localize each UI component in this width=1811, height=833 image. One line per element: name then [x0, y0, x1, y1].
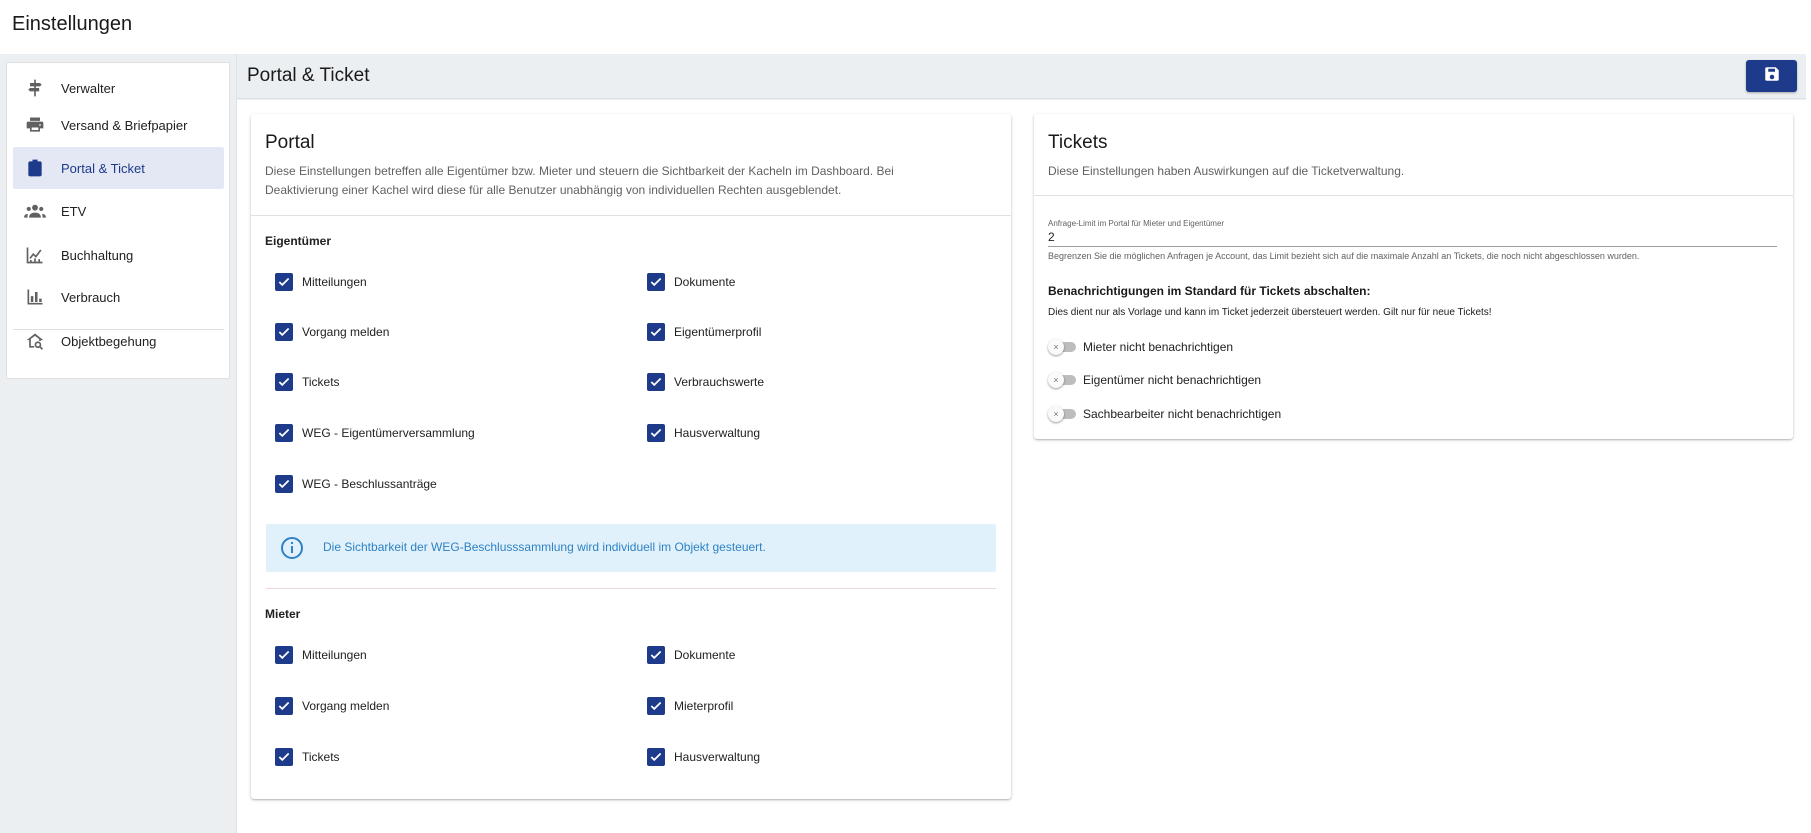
- checkbox-owner-tickets[interactable]: [275, 373, 340, 391]
- main-pane: [237, 54, 1806, 833]
- app-title: Einstellungen: [12, 13, 133, 35]
- checkbox-label: Eigentümerprofil: [674, 325, 762, 339]
- page-header: [237, 54, 1806, 99]
- toggle-switch: [1048, 340, 1077, 354]
- sidebar-item-objektbegehung[interactable]: [13, 320, 224, 362]
- info-icon: [280, 536, 304, 565]
- limit-input[interactable]: 2: [1048, 227, 1777, 247]
- checkbox-tenant-dokumente[interactable]: [647, 646, 735, 664]
- checkbox-checked-icon: [275, 748, 293, 766]
- checkbox-owner-mitteilungen[interactable]: [275, 273, 367, 291]
- left-pane: [0, 54, 237, 833]
- sidebar-item-versand[interactable]: [13, 104, 224, 146]
- portal-description-line: Deaktivierung einer Kachel wird diese für alle Benutzer unabhängig von individuellen Rechten ausgeblendet.: [265, 183, 842, 197]
- group-icon: [23, 199, 47, 223]
- toggle-eigentuemer-nicht-benachrichtigen[interactable]: [1048, 373, 1261, 387]
- tickets-card: [1034, 114, 1793, 439]
- checkbox-owner-eigentuemerprofil[interactable]: [647, 323, 761, 341]
- sidebar-item-label: Verbrauch: [61, 289, 121, 305]
- checkbox-label: WEG - Eigentümerversammlung: [302, 426, 475, 440]
- tickets-title: Tickets: [1048, 132, 1108, 153]
- clipboard-icon: [23, 156, 47, 180]
- checkbox-owner-dokumente[interactable]: [647, 273, 735, 291]
- checkbox-checked-icon: [647, 748, 665, 766]
- checkbox-owner-weg-eigentuemerversammlung[interactable]: [275, 424, 475, 442]
- checkbox-label: Dokumente: [674, 648, 736, 662]
- checkbox-checked-icon: [647, 646, 665, 664]
- sidebar-item-label: Verwalter: [61, 80, 116, 96]
- info-text: Die Sichtbarkeit der WEG-Beschlusssammlung wird individuell im Objekt gesteuert.: [323, 540, 766, 554]
- checkbox-label: Tickets: [302, 375, 340, 389]
- main-content: [237, 100, 1806, 833]
- toggle-switch: [1048, 407, 1077, 421]
- checkbox-tenant-mitteilungen[interactable]: [275, 646, 367, 664]
- toggle-switch: [1048, 373, 1077, 387]
- printer-icon: [23, 113, 47, 137]
- limit-field-hint: Begrenzen Sie die möglichen Anfragen je Account, das Limit bezieht sich auf die maximale Anzahl an Tickets, die noch nicht abgeschlossen wurden.: [1048, 251, 1640, 261]
- checkbox-checked-icon: [275, 373, 293, 391]
- checkbox-checked-icon: [275, 323, 293, 341]
- checkbox-checked-icon: [275, 424, 293, 442]
- divider: [1034, 195, 1793, 196]
- tenants-section-label: Mieter: [265, 607, 301, 621]
- checkbox-checked-icon: [275, 475, 293, 493]
- toggle-label: Sachbearbeiter nicht benachrichtigen: [1083, 407, 1282, 421]
- toggle-mieter-nicht-benachrichtigen[interactable]: [1048, 340, 1233, 354]
- checkbox-checked-icon: [647, 373, 665, 391]
- checkbox-checked-icon: [647, 323, 665, 341]
- save-button[interactable]: [1746, 60, 1797, 92]
- close-icon: ×: [1048, 406, 1064, 422]
- house-search-icon: [23, 329, 47, 353]
- top-bar: [0, 0, 1811, 54]
- checkbox-owner-verbrauchswerte[interactable]: [647, 373, 764, 391]
- portal-card: [251, 114, 1011, 799]
- checkbox-label: Vorgang melden: [302, 699, 390, 713]
- portal-title: Portal: [265, 132, 315, 153]
- checkbox-tenant-tickets[interactable]: [275, 748, 340, 766]
- close-icon: ×: [1048, 339, 1064, 355]
- sidebar-item-portal-ticket[interactable]: [13, 147, 224, 189]
- portal-description: [265, 162, 894, 200]
- checkbox-label: Verbrauchswerte: [674, 375, 765, 389]
- bar-chart-icon: [23, 285, 47, 309]
- checkbox-tenant-vorgang-melden[interactable]: [275, 697, 389, 715]
- toggle-sachbearbeiter-nicht-benachrichtigen[interactable]: [1048, 407, 1281, 421]
- checkbox-checked-icon: [275, 646, 293, 664]
- checkbox-label: Tickets: [302, 750, 340, 764]
- sidebar-item-label: Buchhaltung: [61, 247, 134, 263]
- checkbox-owner-weg-beschlussantraege[interactable]: [275, 475, 437, 493]
- signpost-icon: [23, 76, 47, 100]
- checkbox-owner-vorgang-melden[interactable]: [275, 323, 389, 341]
- checkbox-label: Mieterprofil: [674, 699, 734, 713]
- sidebar-item-label: Objektbegehung: [61, 333, 157, 349]
- checkbox-label: Hausverwaltung: [674, 426, 761, 440]
- portal-description-line: Diese Einstellungen betreffen alle Eigentümer bzw. Mieter und steuern die Sichtbarkeit der Kacheln im Dashboard. Bei: [265, 164, 894, 178]
- checkbox-checked-icon: [275, 273, 293, 291]
- close-icon: ×: [1048, 372, 1064, 388]
- toggle-label: Mieter nicht benachrichtigen: [1083, 340, 1234, 354]
- toggle-label: Eigentümer nicht benachrichtigen: [1083, 373, 1262, 387]
- settings-nav: [6, 62, 230, 379]
- sidebar-item-buchhaltung[interactable]: [13, 234, 224, 276]
- limit-field-label: Anfrage-Limit im Portal für Mieter und Eigentümer: [1048, 219, 1225, 228]
- checkbox-label: Hausverwaltung: [674, 750, 761, 764]
- checkbox-checked-icon: [647, 697, 665, 715]
- checkbox-label: WEG - Beschlussanträge: [302, 477, 437, 491]
- chart-line-icon: [23, 243, 47, 267]
- info-alert: [266, 524, 996, 572]
- sidebar-item-verwalter[interactable]: [13, 67, 224, 109]
- save-icon: [1763, 65, 1781, 88]
- notifications-description: Dies dient nur als Vorlage und kann im Ticket jederzeit übersteuert werden. Gilt nur für neue Tickets!: [1048, 307, 1492, 318]
- checkbox-checked-icon: [647, 424, 665, 442]
- tickets-description: Diese Einstellungen haben Auswirkungen auf die Ticketverwaltung.: [1048, 164, 1405, 178]
- checkbox-tenant-hausverwaltung[interactable]: [647, 748, 760, 766]
- checkbox-checked-icon: [647, 273, 665, 291]
- sidebar-item-label: Portal & Ticket: [61, 160, 145, 176]
- checkbox-checked-icon: [275, 697, 293, 715]
- sidebar-item-etv[interactable]: [13, 190, 224, 232]
- checkbox-label: Vorgang melden: [302, 325, 390, 339]
- checkbox-label: Mitteilungen: [302, 275, 367, 289]
- sidebar-item-label: Versand & Briefpapier: [61, 117, 188, 133]
- divider: [251, 215, 1011, 216]
- checkbox-label: Mitteilungen: [302, 648, 367, 662]
- divider: [266, 588, 996, 589]
- checkbox-label: Dokumente: [674, 275, 736, 289]
- page-title: Portal & Ticket: [247, 65, 370, 86]
- checkbox-owner-hausverwaltung[interactable]: [647, 424, 760, 442]
- owners-section-label: Eigentümer: [265, 234, 332, 248]
- checkbox-tenant-mieterprofil[interactable]: [647, 697, 733, 715]
- sidebar-item-label: ETV: [61, 203, 87, 219]
- sidebar-item-verbrauch[interactable]: [13, 276, 224, 318]
- notifications-title: Benachrichtigungen im Standard für Tickets abschalten:: [1048, 284, 1371, 298]
